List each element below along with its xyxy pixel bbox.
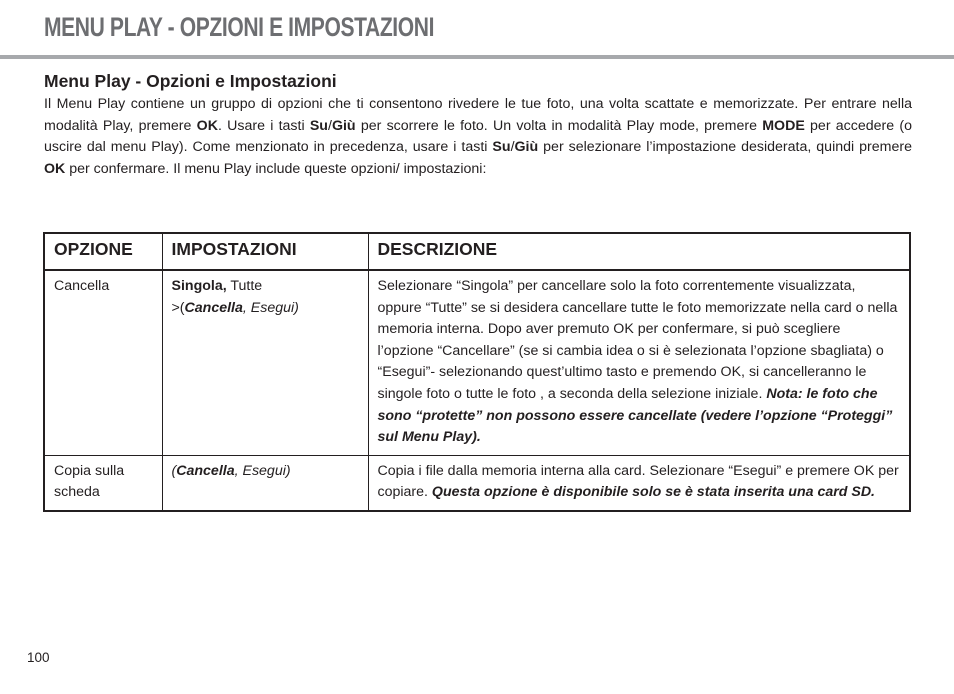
settings-value: ( [171, 462, 177, 479]
key-ok: OK [44, 160, 66, 177]
key-giu: Giù [514, 139, 539, 156]
key-su: Su [309, 117, 328, 134]
intro-text: Il Menu Play contiene un gruppo di opzioni che ti consentono rivedere le tue foto, una volta scattate e memorizzate. Per entrare nella modalità Play, premere [44, 96, 912, 134]
settings-value: Tutte [226, 278, 263, 294]
key-giu: Giù [331, 117, 356, 134]
intro-text: . Usare i tasti [217, 117, 310, 134]
description-text: Copia i file dalla memoria interna alla card. Selezionare “Esegui” e premere OK per copiare. [377, 462, 899, 501]
intro-text: / [510, 139, 515, 156]
settings-value: Cancella [184, 299, 243, 316]
header-divider [0, 55, 954, 59]
settings-value: , Esegui) [234, 462, 291, 479]
key-ok: OK [196, 117, 218, 134]
intro-text: per accedere (o uscire dal menu Play). Come menzionato in precedenza, usare i tasti [44, 117, 912, 156]
column-header-settings: IMPOSTAZIONI [162, 233, 368, 270]
table-row-cancella [44, 270, 910, 455]
column-header-description: DESCRIZIONE [368, 233, 910, 270]
table-row-copia [44, 455, 910, 511]
settings-cell [162, 270, 368, 455]
intro-text: per selezionare l’impostazione desiderata, quindi premere [538, 139, 912, 156]
settings-value: Singola, [171, 278, 227, 294]
description-cell [368, 270, 910, 455]
description-cell [368, 455, 910, 511]
settings-cell [162, 455, 368, 511]
key-mode: MODE [762, 117, 805, 134]
key-su: Su [492, 139, 511, 156]
page-number: 100 [27, 650, 50, 665]
settings-value: , Esegui) [242, 299, 299, 316]
option-cell: Copia sulla scheda [44, 455, 162, 511]
settings-value: Cancella [176, 462, 235, 479]
settings-value: >( [171, 299, 185, 316]
description-note: Nota: le foto che sono “protette” non possono essere cancellate (vedere l’opzione “Proteggi” sul Menu Play). [377, 385, 893, 446]
option-cell: Cancella [44, 270, 162, 455]
intro-text: per confermare. Il menu Play include queste opzioni/ impostazioni: [65, 160, 487, 177]
description-text: Selezionare “Singola” per cancellare solo la foto correntemente visualizzata, oppure “Tutte” se si desidera cancellare tutte le foto memorizzate nella card o nella memoria interna. Dopo aver premuto OK per confermare, si può scegliere l’opzione “Cancellare” (se si cambia idea o si è selezionata l’opzione sbagliata) o “Esegui”- selezionando quest’ultimo tasto e premendo OK, si cancelleranno le singole foto o tutte le foto , a seconda della selezione iniziale. [377, 278, 898, 402]
section-title: Menu Play - Opzioni e Impostazioni [44, 71, 337, 91]
intro-text: per scorrere le foto. Un volta in modalità Play mode, premere [355, 117, 763, 134]
intro-text: / [327, 117, 332, 134]
page-header-title: MENU PLAY - OPZIONI E IMPOSTAZIONI [44, 12, 435, 42]
intro-paragraph [44, 94, 912, 180]
table-header-row [44, 233, 910, 270]
description-note: Questa opzione è disponibile solo se è stata inserita una card SD. [431, 484, 876, 501]
options-table [43, 232, 911, 512]
column-header-option: OPZIONE [44, 233, 162, 270]
